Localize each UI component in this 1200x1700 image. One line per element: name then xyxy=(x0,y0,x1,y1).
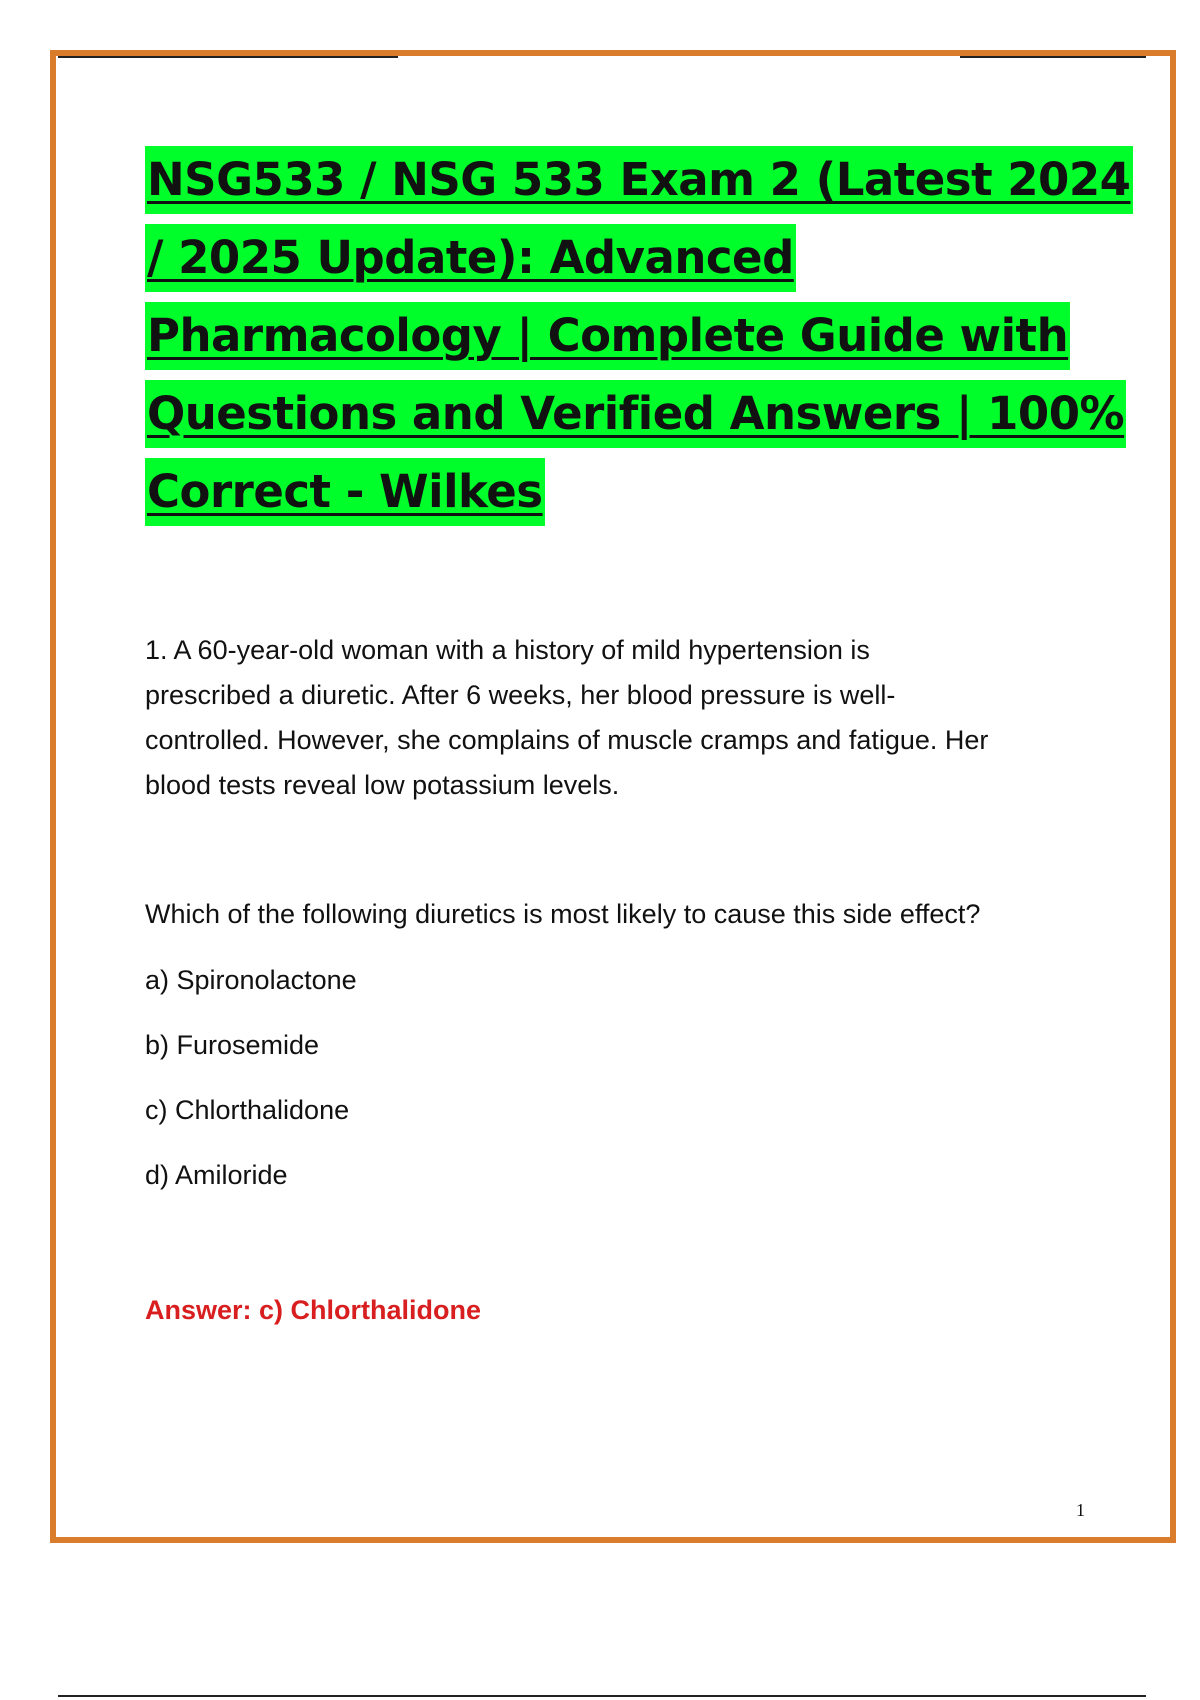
answer-options xyxy=(145,960,357,1220)
option-d: d) Amiloride xyxy=(145,1160,288,1190)
correct-answer: Answer: c) Chlorthalidone xyxy=(145,1295,482,1325)
title-line xyxy=(145,380,1125,448)
header-rule-left xyxy=(58,56,398,58)
title-line xyxy=(145,302,1105,370)
title-line xyxy=(145,224,1105,292)
title-line-text: / 2025 Update): Advanced xyxy=(145,224,796,292)
option-a: a) Spironolactone xyxy=(145,965,357,995)
title-line-text: Pharmacology | Complete Guide with xyxy=(145,302,1070,370)
question-stem-line: prescribed a diuretic. After 6 weeks, her blood pressure is well- xyxy=(145,680,896,710)
option-b: b) Furosemide xyxy=(145,1030,320,1060)
question-stem-line: blood tests reveal low potassium levels. xyxy=(145,770,620,800)
next-page-rule xyxy=(58,1695,1146,1697)
header-rule-right xyxy=(960,56,1146,58)
title-line-text: Questions and Verified Answers | 100% xyxy=(145,380,1126,448)
option-c: c) Chlorthalidone xyxy=(145,1095,350,1125)
question-stem-line: controlled. However, she complains of muscle cramps and fatigue. Her xyxy=(145,725,989,755)
title-line-text: Correct - Wilkes xyxy=(145,458,545,526)
question-stem-line: 1. A 60-year-old woman with a history of mild hypertension is xyxy=(145,635,870,665)
page-number: 1 xyxy=(1076,1500,1085,1520)
question-stem xyxy=(145,628,1095,808)
title-line xyxy=(145,146,1131,214)
title-line xyxy=(145,458,1105,526)
document-title xyxy=(145,146,1131,536)
question-prompt: Which of the following diuretics is most likely to cause this side effect? xyxy=(145,899,981,929)
title-line-text: NSG533 / NSG 533 Exam 2 (Latest 2024 xyxy=(145,146,1133,214)
